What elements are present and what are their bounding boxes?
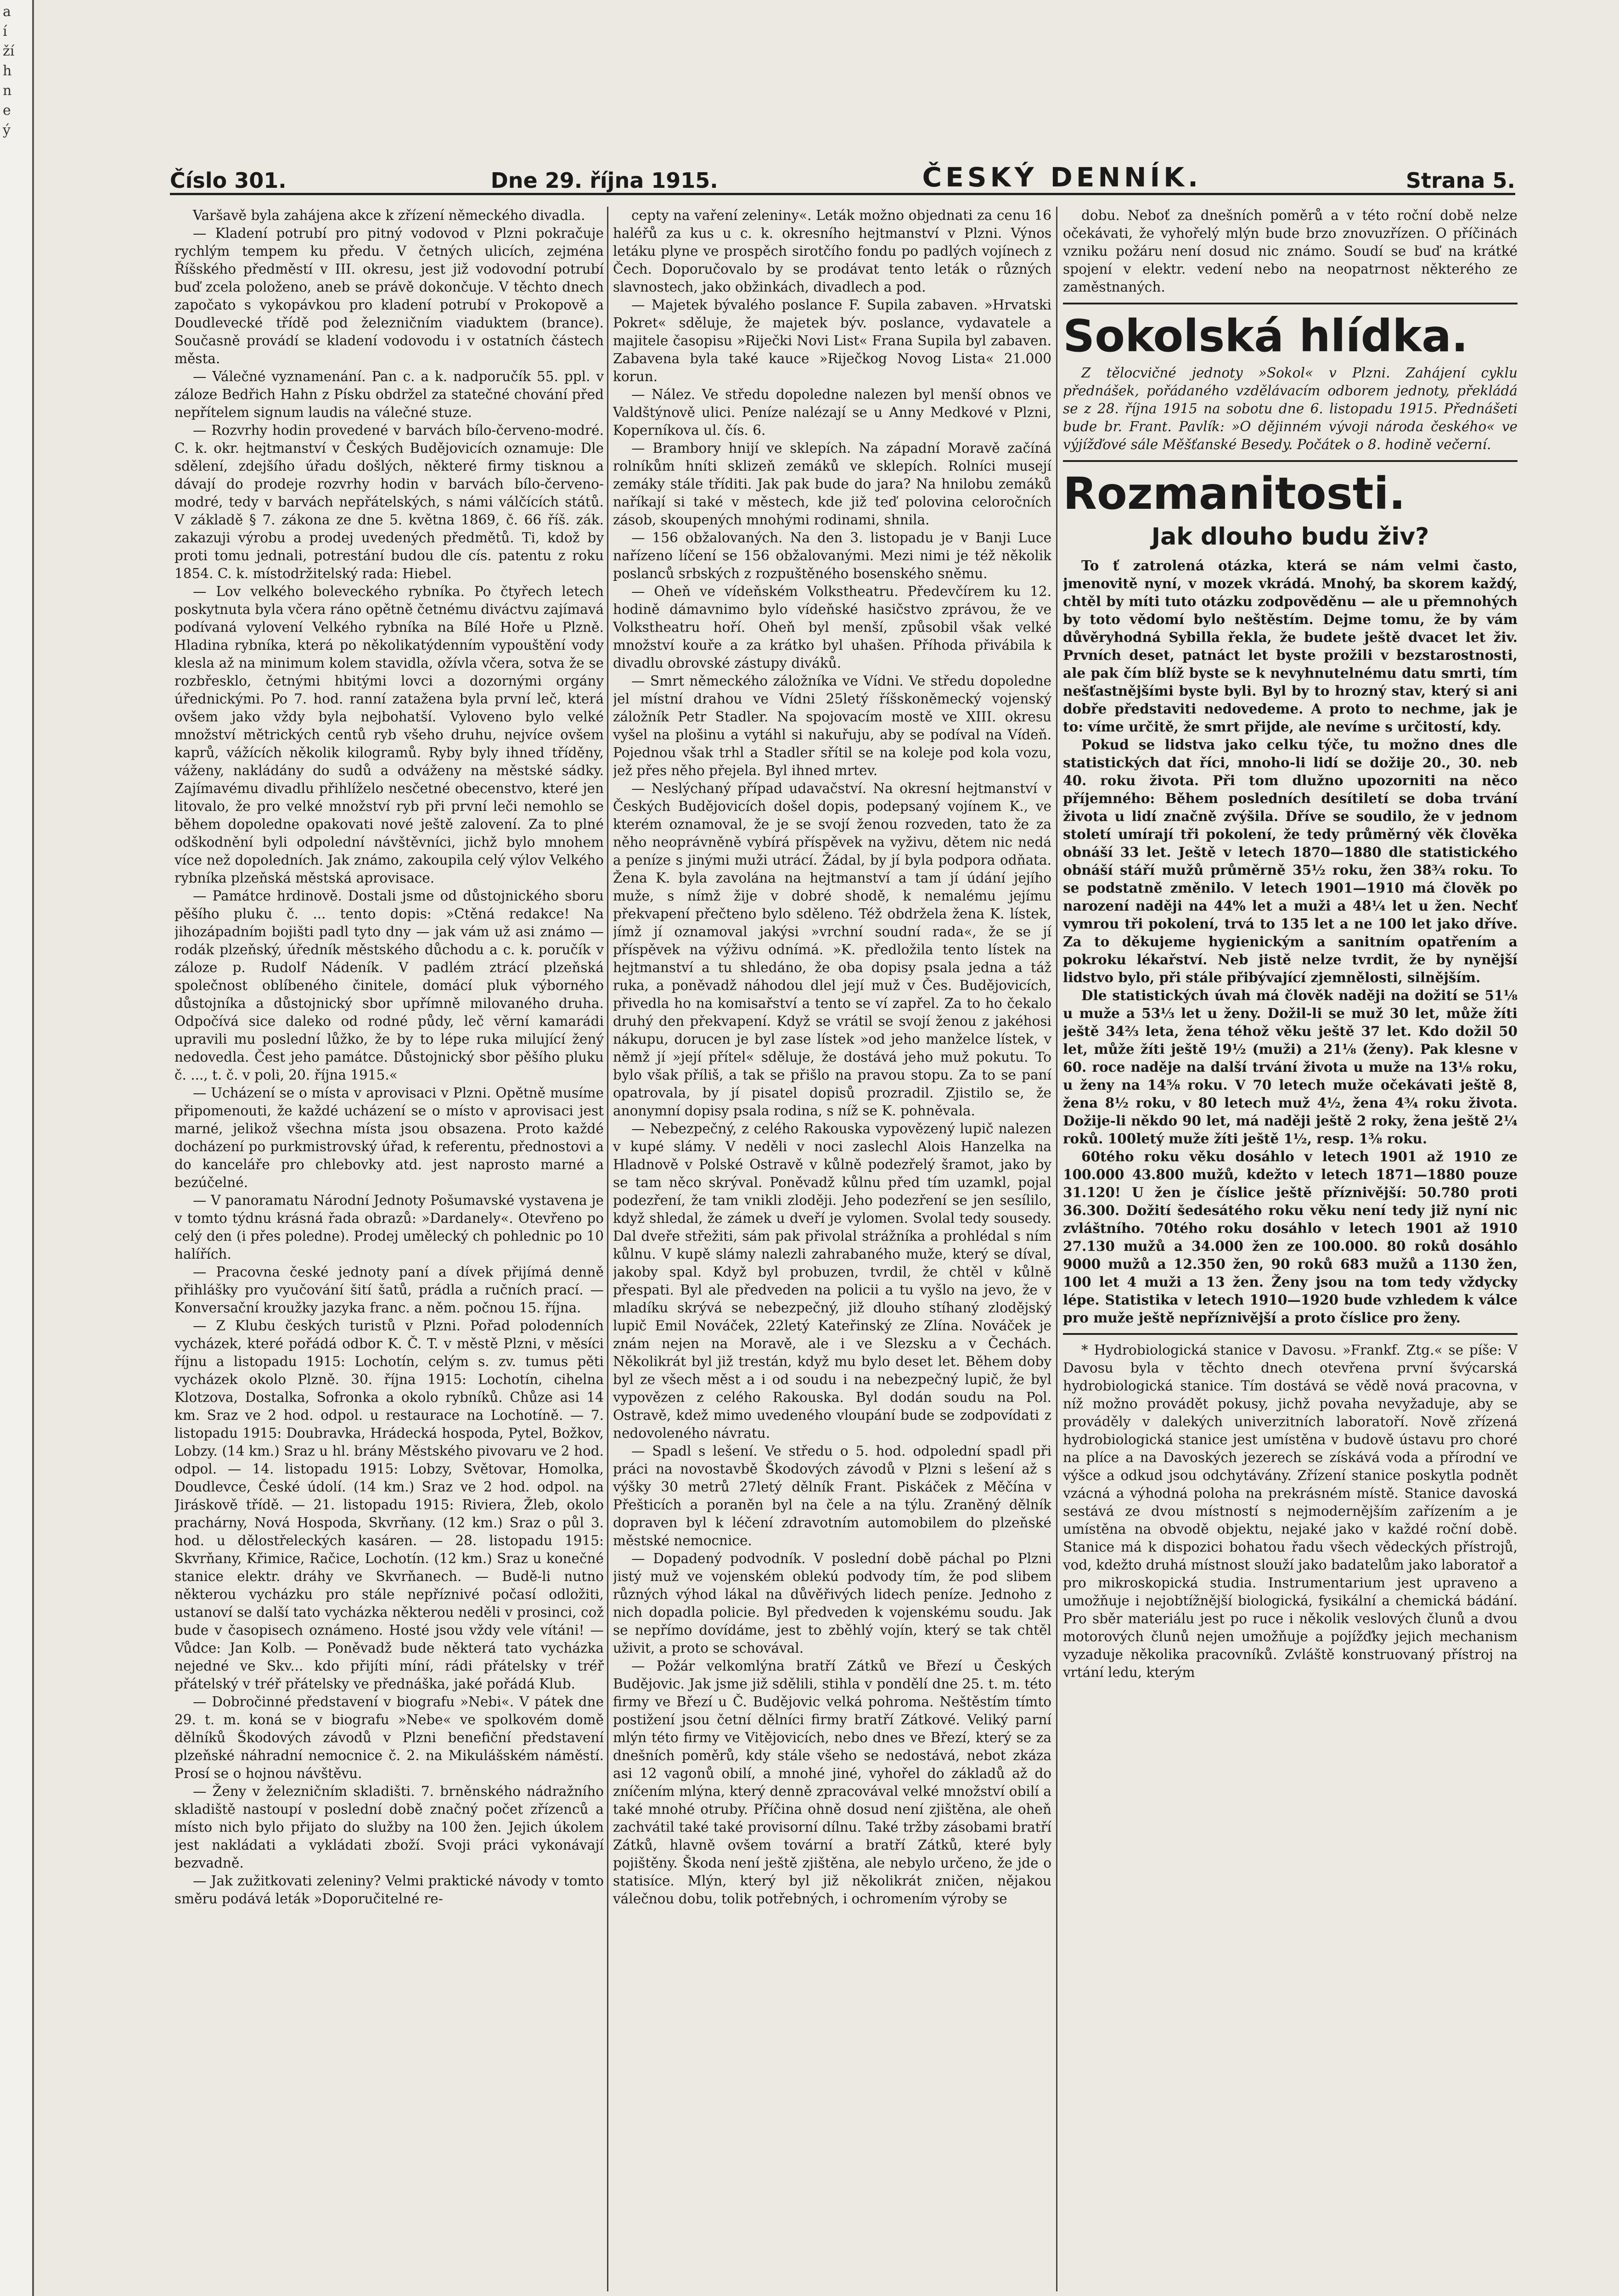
article: — Smrt německého záložníka ve Vídni. Ve středu dopoledne jel místní drahou ve Vídni 25letý říšskoněmecký vojenský záložník Petr Stadler. Na spojovacím mostě ve XIII. okresu vyšel na plošinu a vytáhl si nakuřuju, aby se podíval na Vídeň. Pojednou však trhl a Stadler sřítil se na koleje pod kola vozu, jež přes něho přejela. Byl ihned mrtev. (613, 673, 1051, 778)
article: — Neslýchaný případ udavačství. Na okresní hejtmanství v Českých Budějovicích došel dopis, podepsaný vojínem K., ve kterém oznamoval, že je se svojí ženou rozveden, tato že za něho neoprávněně vybírá příspěvek na vyživu, dětem nic nedá a peníze s jinými muži utrácí. Žádal, by jí byla podpora odňata. Žena K. byla zavolána na hejtmanství a tam jí údání jejího muže, s nímž žije v dobré shodě, k nemalému jejímu překvapení přečteno bylo sděleno. Též obdržela žena K. lístek, jímž jí oznamoval jakýsi »vrchní soudní rada«, že se jí příspěvek na výživu odnímá. »K. předložila tento lístek na hejtmanství a tu shledáno, že oba dopisy psala jedna a táž ruka, a poněvadž náhodou dlel její muž v Čes. Budějovicích, přivedla ho na komisařství a tento se ví zapřel. Za to ho čekalo druhý den překvapení. Když se vrátil se svojí ženou z jakéhosi nákupu, dorucen je byl zase lístek »od jeho manželce lístek, v němž jí »její přítel« sděluje, že dostává jeho muž pokutu. To bylo však příliš, a tak se přišlo na pravou stopu. Za to se paní opatrovala, by jí pisatel dopisů prozradil. Zjistilo se, že anonymní dopisy psala rodina, s níž se K. pohněvala. (613, 781, 1051, 1119)
article-title: Jak dlouho budu živ? (1151, 523, 1429, 551)
article: — Pracovna české jednoty paní a dívek přijímá denně přihlášky pro vyučování šití šatů, prádla a ručních prací. — Konversační kroužky jazyka franc. a něm. počnou 15. října. (174, 1264, 604, 1316)
issue-date: Dne 29. října 1915. (490, 168, 718, 193)
masthead: ČESKÝ DENNÍK. (922, 162, 1202, 193)
article: — Válečné vyznamenání. Pan c. a k. nadporučík 55. ppl. v záloze Bedřich Hahn z Písku obdržel za statečné chování před nepřítelem signum laudis na válečné stuze. (174, 369, 604, 420)
adjacent-page-edge (0, 0, 34, 2296)
column-2 (613, 207, 1051, 2291)
article: — Lov velkého boleveckého rybníka. Po čtyřech letech poskytnuta byla včera ráno opětně četnému diváctvu zajímavá podívaná vylovení Velkého rybníka na Bílé Hoře u Plzně. Hladina rybníka, která po několikatýdenním vypouštění vody klesla až na minimum kolem stavidla, ožívla včera, sotva že se rozbřesklo, četnými hbitými lovci a dozornými orgány úřednickými. Po 7. hod. ranní zatažena byla první leč, která ovšem jako vždy byla nejbohatší. Vyloveno bylo velké množství mětrických centů ryb všeho druhu, nejvíce ovšem kaprů, vážících několik kilogramů. Ryby byly ihned tříděny, váženy, nakládány do sudů a odváženy na městské sádky. Zajímavému divadlu přihlíželo nesčetné obecenstvo, které jen litovalo, že pro velké množství ryb při první leči nemohlo se během dopoledne opakovati nové ještě zalovení. Za to plné odškodnění byli odpolední návštěvníci, jichž bylo mnohem více než dopoledních. Jak známo, zakoupila celý výlov Velkého rybníka plzeňská městská aprovisace. (174, 584, 604, 886)
article: — Spadl s lešení. Ve středu o 5. hod. odpolední spadl při práci na novostavbě Škodových závodů v Plzni s lešení až s výšky 30 metrů 27letý dělník Frant. Piskáček z Měčína v Přešticích a poraněn byl na čele a na týlu. Zraněný dělník dopraven byl k léčení zdravotním automobilem do plzeňské městské nemocnice. (613, 1443, 1051, 1548)
column-1 (174, 207, 604, 2291)
article: — Z Klubu českých turistů v Plzni. Pořad polodenních vycházek, které pořádá odbor K. Č. T. v městě Plzni, v měsíci říjnu a listopadu 1915: Lochotín, celým s. zv. tumus pěti vycházek okolo Plzně. 30. října 1915: Lochotín, cihelna Klotzova, Dostalka, Sofronka a okolo rybníků. Chůze asi 14 km. Sraz ve 2 hod. odpol. u restaurace na Lochotíně. — 7. listopadu 1915: Doubravka, Hrádecká hospoda, Pytel, Božkov, Lobzy. (14 km.) Sraz u hl. brány Městského pivovaru ve 2 hod. odpol. — 14. listopadu 1915: Lobzy, Světovar, Homolka, Doudlevce, České údolí. (14 km.) Sraz ve 2 hod. odpol. na Jiráskově třídě. — 21. listopadu 1915: Riviera, Žleb, okolo prachárny, Nová Hospoda, Skvrňany. (12 km.) Sraz o půl 3. hod. u dělostřeleckých kasáren. — 28. listopadu 1915: Skvrňany, Křimice, Račice, Lochotín. (12 km.) Sraz u konečné stanice elektr. dráhy ve Skvrňanech. — Budě-li nutno některou vycházku pro stále nepříznivé počasí odložiti, ustanoví se další tato vycházka některou neděli v prosinci, což bude v časopisech oznámeno. Hosté jsou vždy vele vítáni! — Vůdce: Jan Kolb. — Poněvadž bude některá tato vycházka nejedné ve Skv... kdo přijíti míní, rádi přátelsky v tréř přátelský v tréř přátelsky ve přednáška, jaké pořádá Klub. (174, 1318, 604, 1692)
article: Pokud se lidstva jako celku týče, tu možno dnes dle statistických dat říci, mnoho-li lidí se dožije 20., 30. neb 40. roku života. Při tom dlužno upozorniti na něco příjemného: Během posledních desítiletí se doba trvání života u lidí značně zvýšila. Dříve se soudilo, že v jednom století umírají tři pokolení, že tedy průměrný věk člověka obnáší 33 let. Ještě v letech 1870—1880 dle statistického obnáší stáří mužů průměrně 35½ roku, žen 38¾ roku. To se podstatně změnilo. V letech 1901—1910 má člověk po narození naději na 44% let a muži a 48¼ let u žen. Nechť vymrou tři pokolení, trvá to 135 let a ne 100 let jako dříve. Za to děkujeme hygienickým a sanitním opatřením a pokroku lékařství. Neb jistě nelze tvrdit, že by nynější lidstvo bylo, při stále přibývající zjemnělosti, silnějším. (1063, 737, 1518, 985)
article: — Požár velkomlýna bratří Zátků ve Březí u Českých Budějovic. Jak jsme již sdělili, stihla v pondělí dne 25. t. m. této firmy ve Březí u Č. Budějovic velká pohroma. Neštěstím tímto postižení jsou četní dělníci firmy bratří Zátkové. Veliký parní mlýn této firmy ve Vitějovicích, nebo dnes ve Březí, který se za dnešních poměrů, kdy stále všeho se nedostává, nebot zkáza asi 12 vagonů obilí, a mnohé jiné, vyhořel do základů až do zníčením mlýna, který denně zpracovával velké množství obilí a také mnohé otruby. Příčina ohně dosud není zjištěna, ale oheň zachvátil také také provisorní dílnu. Také tržby zásobami bratří Zátků, hlavně ovšem tovární a bratří Zátků, které byly pojištěny. Škoda není ještě zjištěna, ale nebylo určeno, že jde o statisíce. Mlýn, který byl již několikrát zničen, nějakou válečnou dobu, tolik potřebných, i ochromením výroby se (613, 1658, 1051, 1907)
edge-fragment: n (3, 83, 12, 99)
article: Varšavě byla zahájena akce k zřízení německého divadla. (193, 208, 585, 223)
article: — Nebezpečný, z celého Rakouska vypovězený lupič nalezen v kupé slámy. V neděli v noci zaslechl Alois Hanzelka na Hladnově v Polské Ostravě v kůlně podezřelý šramot, jako by se tam něco skrýval. Poněvadž kůlnu před tím uzamkl, pojal podezření, že tam vnikli zloději. Jeho podezření se jen sesílilo, když shledal, že zámek u dveří je vylomen. Svolal tedy sousedy. Dal dveře střežiti, sám pak přivolal strážníka a prohlédal s ním kůlnu. V kupě slámy nalezli zahrabaného muže, který se díval, jakoby spal. Když byl probuzen, tvrdil, že chtěl v kůlně přespati. Byl ale předveden na policii a tu vyšlo na jevo, že v mladíku skrývá se nebezpečný, již dlouho stíhaný zlodějský lupič Emil Nováček, 22letý Kateřinský ze Zlína. Nováček je znám nejen na Moravě, ale i ve Slezsku a v Čechách. Několikrát byl již trestán, když mu bylo deset let. Během doby byl ze všech měst a i od soudu i na nebezpečný lupič, že byl vypovězen z celého Rakouska. Byl dodán soudu na Pol. Ostravě, kdež mimo uvedeného vloupání bude se zodpovídati z nedovoleného návratu. (613, 1121, 1051, 1441)
article: — Ucházení se o místa v aprovisaci v Plzni. Opětně musíme připomenouti, že každé ucházení se o místo v aprovisaci jest marné, jelikož všechna místa jsou obsazena. Proto každé docházení po purkmistrovský úřad, k referentu, přednostovi a do kanceláře pro chlebovky atd. jest naprosto marné a bezúčelné. (174, 1085, 604, 1190)
article: — Majetek bývalého poslance F. Supila zabaven. »Hrvatski Pokret« sděluje, že majetek býv. poslance, vydavatele a majitele časopisu »Riječki Novi List« Frana Supila byl zabaven. Zabavena byla také kauce »Riječkog Novog Lista« 21.000 korun. (613, 297, 1051, 384)
section-divider (1063, 1333, 1518, 1335)
edge-fragment: a (3, 4, 11, 20)
column-rule (607, 207, 608, 2291)
article: — Oheň ve vídeňském Volkstheatru. Předevčírem ku 12. hodině dámavnimo bylo vídeňské hasičstvo zprávou, že ve Volkstheatru hoří. Oheň byl menší, způsobil však velké množství kouře a za krátko byl uhašen. Příhoda přivábila k divadlu obrovské zástupy diváků. (613, 584, 1051, 671)
article: — Rozvrhy hodin provedené v barvách bílo-červeno-modré. C. k. okr. hejtmanství v Českých Budějovicích oznamuje: Dle sdělení, zdejšího úřadu došlých, některé firmy tisknou a dávají do prodeje rozvrhy hodin v barvách bílo-červeno-modré, tedy v barvách nepřátelských, s námi válčících států. V základě § 7. zákona ze dne 5. května 1869, č. 66 říš. zák. zakazuji výrobu a prodej uvedených předmětů. Ti, kdož by proti tomu jednali, potrestání budou dle cís. patentu z roku 1854. C. k. místodržitelský rada: Hiebel. (174, 422, 604, 581)
article: Z tělocvičné jednoty »Sokol« v Plzni. Zahájení cyklu přednášek, pořádaného vzdělávacím odborem jednoty, překládá se z 28. října 1915 na sobotu dne 6. listopadu 1915. Přednášeti bude br. Frant. Pavlík: »O dějinném vývoji národa českého« ve výjížďové sále Měšťanské Besedy. Počátek o 8. hodině večerní. (1063, 365, 1518, 452)
article: — Nález. Ve středu dopoledne nalezen byl menší obnos ve Valdštýnově ulici. Peníze nalézají se u Anny Medkové v Plzni, Koperníkova ul. čís. 6. (613, 387, 1051, 438)
section-divider (1063, 303, 1518, 304)
edge-fragment: h (3, 63, 12, 79)
page-header (170, 152, 1515, 195)
article: To ť zatrolená otázka, která se nám velmi často, jmenovitě nyní, v mozek vkrádá. Mnohý, ba skorem každý, chtěl by míti tuto otázku zodpověděnu — ale u přemnohých by toto vědomí bylo neštěstím. Dejme tomu, že by vám důvěryhodná Sybilla řekla, že budete ještě dvacet let živ. Prvních deset, patnáct let byste prožili v bezstarostnosti, ale pak čím blíž byste se k nevyhnutelnému datu smrti, tím nešťastnějšími byste byli. Byl by to hrozný stav, který si ani dobře představiti nedovedeme. A proto to nechme, jak je to: víme určitě, že smrt přijde, ale nevíme s určitostí, kdy. (1063, 557, 1518, 735)
edge-fragment: e (3, 102, 11, 118)
article: — 156 obžalovaných. Na den 3. listopadu je v Banji Luce nařízeno líčení se 156 obžalovanými. Mezi nimi je též několik poslanců srbských z rozpuštěného bosenského sněmu. (613, 530, 1051, 581)
article: — Jak zužitkovati zeleniny? Velmi praktické návody v tomto směru podává leták »Doporučitelné re- (174, 1873, 604, 1907)
article: Dle statistických úvah má člověk naději na dožití se 51⅛ u muže a 53⅓ let u ženy. Dožil-li se muž 30 let, může žíti ještě 34⅔ leta, žena téhož věku ještě 37 let. Kdo dožil 50 let, může žíti ještě 19½ (muži) a 21⅛ (ženy). Pak klesne v 60. roce naděje na další trvání života u muže na 13⅛ roku, u ženy na 14⅝ roku. V 70 letech muže očekávati ještě 8, žena 8½ roku, v 80 letech muž 4½, žena 4¾ roku života. Dožije-li někdo 90 let, má naději ještě 2 roky, žena ještě 2¼ roků. 100letý muže žíti ještě 1½, resp. 1⅜ roku. (1063, 987, 1518, 1147)
article: dobu. Neboť za dnešních poměrů a v této roční době nelze očekávati, že vyhořelý mlýn bude brzo znovuzřízen. O příčinách vzniku požáru není dosud nic známo. Soudí se buď na krátké spojení v elektr. vedení nebo na neopatrnost některého ze zaměstnaných. (1063, 208, 1518, 295)
article: cepty na vaření zeleniny«. Leták možno objednati za cenu 16 haléřů za kus u c. k. okresního hejtmanství v Plzni. Výnos letáku plyne ve prospěch sirotčího fondu po padlých vojínech z Čech. Doporučovalo by se prodávat tento leták o různých slavnostech, jako obžinkách, divadlech a pod. (613, 208, 1051, 295)
section-title-rozmanitosti: Rozmanitosti. (1063, 468, 1406, 519)
column-3 (1063, 207, 1518, 2291)
edge-fragment: ží (3, 43, 15, 59)
article: * Hydrobiologická stanice v Davosu. »Frankf. Ztg.« se píše: V Davosu byla v těchto dnech otevřena první švýcarská hydrobiologická stanice. Tím dostává se vědě nová pracovna, v níž možno provádět pokusy, jichž povaha nevyžaduje, aby se prováděly v dalekých univerzitních laboratoří. Nově zřízená hydrobiologická stanice jest umístěna v budově ústavu pro choré na plíce a na Davoských jezerech se získává voda a přírodní ve výšce a odkud jsou odchytávány. Zřízení stanice poskytla podnět vzácná a výhodná poloha na prekrásném místě. Stanice davoská sestává ze dvou místností s nejmodernějším zařízením a je umístěna na obvodě objektu, nejaké jako v každé roční době. Stanice má k dispozici bohatou řadu všech vědeckých přístrojů, vod, kdežto druhá místnost slouží jako badatelům jako laboratoř a pro mikroskopická studia. Instrumentarium jest upraveno a umožňuje i nejobtížnější biologická, fysikální a chemická bádání. Pro sběr materiálu jest po ruce i několik veslových člunů a dvou motorových člunů nejen umožňuje a pojížďky jejich mechanism vyzaduje několika pracovníků. Zvláště konstruovaný přístroj na vrtání ledu, kterým (1063, 1342, 1518, 1680)
section-divider (1063, 460, 1518, 462)
article: — Památce hrdinově. Dostali jsme od důstojnického sboru pěšího pluku č. ... tento dopis: »Ctěná redakce! Na jihozápadním bojišti padl tyto dny — jak vám už asi známo — rodák plzeňský, úředník městského důchodu a c. k. poručík v záloze p. Rudolf Nádeník. V padlém ztrácí plzeňská společnost oblíbeného činitele, domácí pluk výborného důstojníka a důstojnický sbor upřímně milovaného druha. Odpočívá sice daleko od rodné půdy, leč věrní kamarádi upravili mu poslední lůžko, že by to lépe ruka milující žený nedovedla. Čest jeho památce. Důstojnický sbor pěšího pluku č. ..., t. č. v poli, 20. října 1915.« (174, 888, 604, 1083)
issue-number: Číslo 301. (170, 168, 287, 193)
article: — Dobročinné představení v biografu »Nebi«. V pátek dne 29. t. m. koná se v biografu »Nebe« ve spolkovém domě dělníků Škodových závodů v Plzni benefiční představení plzeňské náhradní nemocnice č. 2. na Mikulášském náměstí. Prosí se o hojnou návštěvu. (174, 1694, 604, 1781)
article: — Brambory hnijí ve sklepích. Na západní Moravě začíná rolníkům hníti sklizeň zemáků ve sklepích. Rolníci musejí zemáky stále tříditi. Jak pak bude do jara? Na hnilobu zemáků naříkají si také v městech, kde již teď polovina celoročních zásob, skoupených mnohými rodinami, shnila. (613, 440, 1051, 528)
section-title-sokol: Sokolská hlídka. (1063, 310, 1468, 362)
article: — V panoramatu Národní Jednoty Pošumavské vystavena je v tomto týdnu krásná řada obrazů: »Dardanely«. Otevřeno po celý den (i přes poledne). Prodej umělecký ch pohlednic po 10 halířích. (174, 1193, 604, 1262)
column-rule (1056, 207, 1057, 2291)
edge-fragment: ý (3, 122, 11, 138)
page-number: Strana 5. (1405, 168, 1515, 193)
edge-fragment: í (3, 23, 7, 39)
article: 60tého roku věku dosáhlo v letech 1901 až 1910 ze 100.000 43.800 mužů, kdežto v letech 1871—1880 pouze 31.120! U žen je číslice ještě příznivější: 50.780 proti 36.300. Dožití šedesátého roku věku není tedy již nyní nic zvláštního. 70tého roku dosáhlo v letech 1901 až 1910 27.130 mužů a 34.000 žen ze 100.000. 80 roků dosáhlo 9000 mužů a 12.350 žen, 90 roků 683 mužů a 1130 žen, 100 let 4 muži a 13 žen. Ženy jsou na tom tedy vždycky lépe. Statistika v letech 1910—1920 bude vzhledem k válce pro muže ještě nepříznivější a proto číslice pro ženy. (1063, 1148, 1518, 1326)
article: — Kladení potrubí pro pitný vodovod v Plzni pokračuje rychlým tempem ku předu. V četných ulicích, zejména Říšského předměstí v III. okresu, jest již vodovodní potrubí buď zcela položeno, aneb se právě dokončuje. V těchto dnech započato s vykopávkou pro kladení potrubí v Prokopově a Doudlevecké třídě pod železničním viaduktem (brance). Současně provádí se kladení vodovodu i v ostatních částech města. (174, 225, 604, 366)
article: — Dopadený podvodník. V poslední době páchal po Plzni jistý muž ve vojenském oblekú podvody tím, že pod slibem různých výhod lákal na důvěřivých lidech peníze. Jednoho z nich dopadla policie. Byl předveden k vojenskému soudu. Jak se nepřímo dovídáme, jest to zběhlý vojín, který se tak chtěl uživit, a proto se schovával. (613, 1551, 1051, 1656)
article: — Ženy v železničním skladišti. 7. brněnského nádražního skladiště nastoupí v poslední době značný počet zřízenců a místo nich bylo přijato do služby na 100 žen. Jejich úkolem jest nakládati a vykládati zboží. Svoji práci vykonávají bezvadně. (174, 1784, 604, 1871)
